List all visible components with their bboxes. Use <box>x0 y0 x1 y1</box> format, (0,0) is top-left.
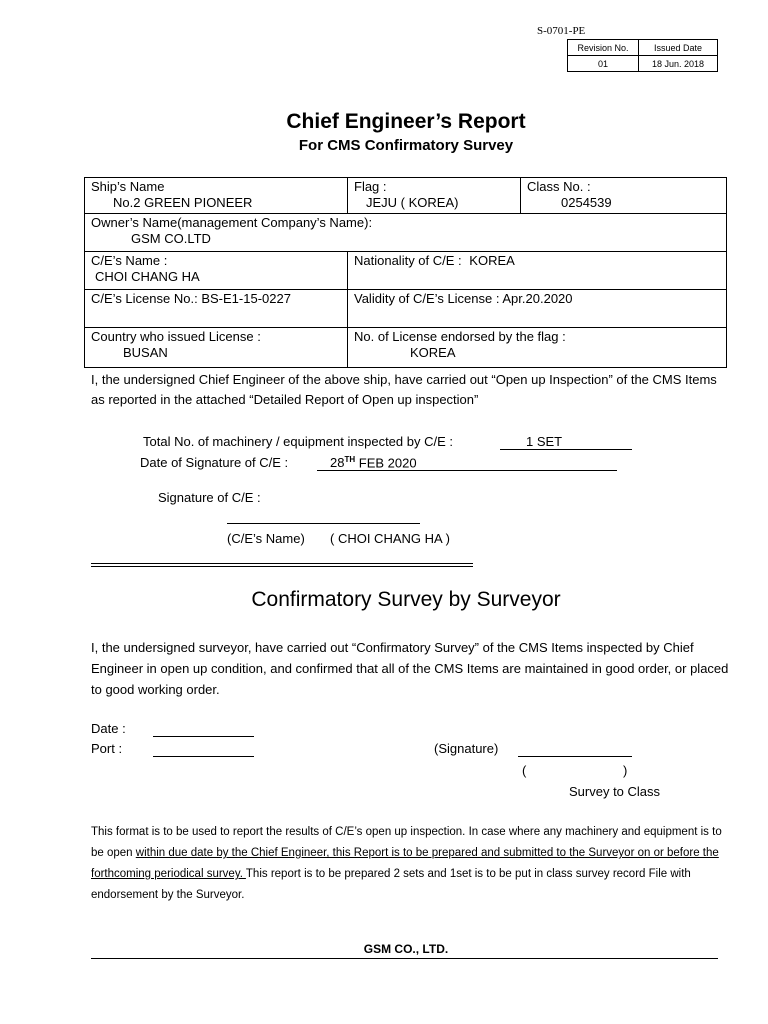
flag-cell <box>348 178 521 214</box>
nationality-label: Nationality of C/E : <box>354 253 462 268</box>
signature-date-day: 28 <box>330 455 345 471</box>
signature-date-label: Date of Signature of C/E : <box>140 455 289 470</box>
ce-name-caption: (C/E’s Name) <box>227 531 305 546</box>
page-subtitle: For CMS Confirmatory Survey <box>298 137 514 154</box>
total-inspected-line <box>500 434 632 450</box>
flag-value: JEJU ( KOREA) <box>366 195 459 210</box>
ce-name-value: CHOI CHANG HA <box>95 269 200 284</box>
document-code: S-0701-PE <box>537 25 586 37</box>
nationality-cell <box>348 252 727 290</box>
signature-date-rest: FEB 2020 <box>355 455 417 471</box>
format-note-part3: This report is to be prepared 2 sets and 1set is to be put in class survey record File with endorsement by the Surveyor. <box>91 868 691 901</box>
class-no-value: 0254539 <box>561 195 612 210</box>
country-cell <box>85 328 348 368</box>
license-value: BS-E1-15-0227 <box>201 291 291 306</box>
ship-name-value: No.2 GREEN PIONEER <box>113 195 253 210</box>
revision-value: 01 <box>568 56 639 72</box>
validity-label: Validity of C/E’s License : <box>354 291 500 306</box>
surveyor-paren-open: ( <box>522 763 527 778</box>
survey-port-label: Port : <box>91 741 123 756</box>
ship-name-cell <box>85 178 348 214</box>
total-inspected-label: Total No. of machinery / equipment inspected by C/E : <box>143 434 453 449</box>
ship-info-table <box>84 177 727 368</box>
nationality-value: KOREA <box>469 253 515 268</box>
owner-label: Owner’s Name(management Company’s Name): <box>91 215 373 230</box>
format-note-underlined: within due date by the Chief Engineer, this Report is to be prepared and submitted to the Surveyor on or before the forthcoming periodical survey. <box>91 847 719 880</box>
signature-date-line <box>317 455 617 471</box>
section-divider-top <box>91 563 473 564</box>
revision-table <box>567 39 718 72</box>
page-title: Chief Engineer’s Report <box>286 110 526 133</box>
ce-name-signed: ( CHOI CHANG HA ) <box>330 531 450 546</box>
validity-cell <box>348 290 727 328</box>
surveyor-section-title: Confirmatory Survey by Surveyor <box>251 588 561 611</box>
company-footer: GSM CO., LTD. <box>363 942 449 956</box>
surveyor-signature-label: (Signature) <box>434 741 499 756</box>
ce-signature-line <box>227 523 420 524</box>
footer-rule <box>91 958 718 959</box>
validity-value: Apr.20.2020 <box>502 291 573 306</box>
ce-statement: I, the undersigned Chief Engineer of the above ship, have carried out “Open up Inspection” of the CMS Items as reported in the attached “Detailed Report of Open up inspection” <box>91 372 717 407</box>
ce-name-label: C/E’s Name : <box>91 253 168 268</box>
issued-date-value: 18 Jun. 2018 <box>639 56 718 72</box>
ce-name-cell <box>85 252 348 290</box>
total-inspected-value: 1 SET <box>526 434 563 449</box>
class-no-cell <box>521 178 727 214</box>
license-cell <box>85 290 348 328</box>
owner-cell <box>85 214 727 252</box>
issued-date-header: Issued Date <box>639 40 718 56</box>
endorsed-value: KOREA <box>410 345 456 360</box>
class-no-label: Class No. : <box>527 179 591 194</box>
signature-date-suffix: TH <box>344 455 356 464</box>
license-label: C/E’s License No.: <box>91 291 198 306</box>
format-note <box>91 822 731 906</box>
endorsed-label: No. of License endorsed by the flag : <box>354 329 566 344</box>
surveyor-paren-close: ) <box>623 763 628 778</box>
revision-header: Revision No. <box>568 40 639 56</box>
flag-label: Flag : <box>354 179 387 194</box>
survey-to-class-label: Survey to Class <box>569 784 661 799</box>
ce-signature-label: Signature of C/E : <box>158 490 261 505</box>
survey-date-label: Date : <box>91 721 126 736</box>
country-value: BUSAN <box>123 345 168 360</box>
section-divider-bottom <box>91 566 473 567</box>
owner-value: GSM CO.LTD <box>131 231 211 246</box>
survey-date-line <box>153 736 254 737</box>
country-label: Country who issued License : <box>91 329 261 344</box>
format-note-part1: This format is to be used to report the results of C/E’s open up inspection. In case where any machinery and equipment is to be open <box>91 826 722 859</box>
ship-name-label: Ship’s Name <box>91 179 165 194</box>
endorsed-cell <box>348 328 727 368</box>
survey-port-line <box>153 756 254 757</box>
surveyor-statement: I, the undersigned surveyor, have carried out “Confirmatory Survey” of the CMS Items inspected by Chief Engineer in open up condition, and confirmed that all of the CMS Items are maintained in good order, or placed to good working order. <box>91 640 729 697</box>
surveyor-signature-line <box>518 756 632 757</box>
